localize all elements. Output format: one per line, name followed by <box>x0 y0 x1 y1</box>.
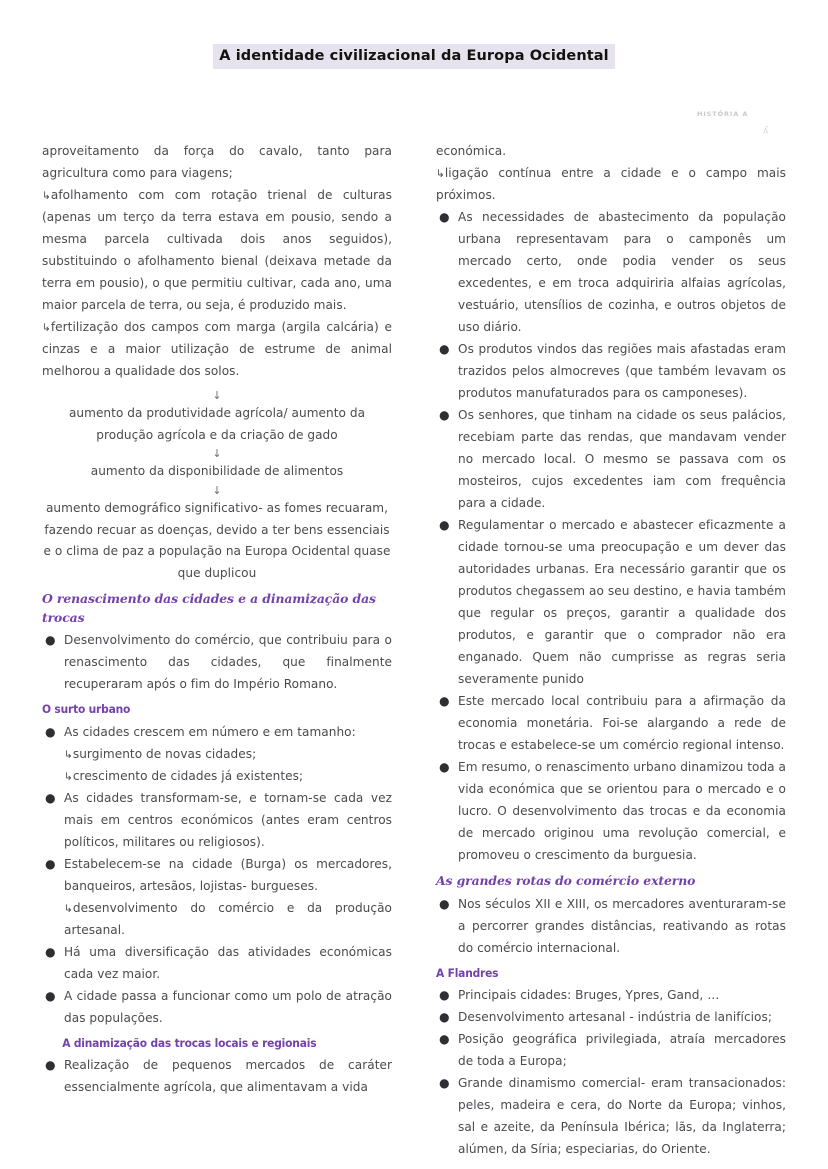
watermark-mark: ʎ <box>763 126 769 136</box>
bullet-icon: ● <box>45 989 56 1004</box>
sub-arrow-icon: ↳ <box>42 322 51 335</box>
flow-down-arrow-icon: ↓ <box>212 447 222 461</box>
page-title-container <box>0 44 828 69</box>
list-item <box>42 985 392 1029</box>
watermark-subject: HISTÓRIA A <box>697 110 749 118</box>
sub-arrow-icon: ↳ <box>42 190 51 202</box>
bullet-estabelecem: Estabelecem-se na cidade (Burga) os mercadores, banqueiros, artesãos, lojistas- burgueses. <box>64 856 392 893</box>
subline-crescimento <box>42 765 392 787</box>
bullet-produtos-afastados: Os produtos vindos das regiões mais afastadas eram trazidos pelos almocreves (que também levavam os produtos manufaturados para os camponeses). <box>458 342 786 401</box>
bullet-icon: ● <box>439 1032 450 1047</box>
list-item <box>436 514 786 690</box>
flow-diagram <box>42 390 392 584</box>
subline-fertilizacao <box>42 316 392 382</box>
list-item <box>436 893 786 959</box>
list-item <box>436 1028 786 1072</box>
list-item <box>436 404 786 514</box>
list-item <box>436 1006 786 1028</box>
subline-artesanal-text: desenvolvimento do comércio e da produção artesanal. <box>64 900 392 938</box>
flow-step-3: aumento demográfico significativo- as fomes recuaram, fazendo recuar as doenças, devido a ter bens essenciais e o clima de paz a população na Europa Ocidental quase que duplicou <box>43 501 391 580</box>
subline-artesanal <box>42 897 392 941</box>
flow-step-2: aumento da disponibilidade de alimentos <box>90 464 344 479</box>
heading-flandres: A Flandres <box>436 965 499 980</box>
bullet-dinamismo: Grande dinamismo comercial- eram transacionados: peles, madeira e cera, do Norte da Europa; vinhos, sal e azeite, da Península Ibérica; lãs, da Inglaterra; alúmen, da Síria; especiarias, do Oriente. <box>458 1076 786 1157</box>
heading-dinamizacao-trocas: A dinamização das trocas locais e regionais <box>62 1036 317 1051</box>
bullet-icon: ● <box>439 760 450 775</box>
subline-crescimento-text: crescimento de cidades já existentes; <box>72 768 304 783</box>
flow-down-arrow-icon: ↓ <box>212 389 222 403</box>
bullet-icon: ● <box>439 694 450 709</box>
subline-ligacao-text: ligação contínua entre a cidade e o campo mais próximos. <box>436 166 786 203</box>
heading-renascimento-cidades: O renascimento das cidades e a dinamização das trocas <box>42 591 376 625</box>
subline-surgimento <box>42 743 392 765</box>
bullet-desenvolvimento-comercio: Desenvolvimento do comércio, que contribuiu para o renascimento das cidades, que finalmente recuperaram após o fim do Império Romano. <box>64 633 392 692</box>
page-title: A identidade civilizacional da Europa Ocidental <box>213 44 615 69</box>
subline-afolhamento <box>42 184 392 316</box>
left-column <box>42 140 392 1150</box>
bullet-posicao: Posição geográfica privilegiada, atraía mercadores de toda a Europa; <box>458 1032 786 1069</box>
list-item <box>42 721 392 743</box>
list-item <box>42 629 392 695</box>
bullet-cidades-crescem: As cidades crescem em número e em tamanho: <box>64 724 356 739</box>
sub-arrow-icon: ↳ <box>64 902 73 915</box>
list-item <box>42 941 392 985</box>
bullet-diversificacao: Há uma diversificação das atividades económicas cada vez maior. <box>64 945 392 982</box>
heading-grandes-rotas: As grandes rotas do comércio externo <box>436 873 696 889</box>
list-item <box>436 338 786 404</box>
bullet-icon: ● <box>439 210 450 225</box>
bullet-polo-atracao: A cidade passa a funcionar como um polo de atração das populações. <box>64 989 392 1026</box>
bullet-icon: ● <box>45 945 56 960</box>
list-item <box>42 1054 392 1098</box>
paragraph-cavalo: aproveitamento da força do cavalo, tanto para agricultura como para viagens; <box>42 144 392 180</box>
sub-arrow-icon: ↳ <box>436 168 445 180</box>
bullet-icon: ● <box>439 342 450 357</box>
bullet-icon: ● <box>439 896 450 911</box>
list-item <box>436 690 786 756</box>
bullet-icon: ● <box>45 856 56 871</box>
bullet-em-resumo: Em resumo, o renascimento urbano dinamizou toda a vida económica que se orientou para o mercado e o lucro. O desenvolvimento das trocas e da economia de mercado originou uma revolução comercial, e promoveu o crescimento da burguesia. <box>458 760 786 863</box>
subline-surgimento-text: surgimento de novas cidades; <box>72 746 257 761</box>
flow-down-arrow-icon: ↓ <box>212 483 222 497</box>
bullet-mercado-local: Este mercado local contribuiu para a afirmação da economia monetária. Foi-se alargando a rede de trocas e estabelece-se um comércio regional intenso. <box>458 694 786 753</box>
two-column-body <box>0 140 828 1157</box>
bullet-icon: ● <box>439 1076 450 1091</box>
bullet-icon: ● <box>439 408 450 423</box>
bullet-senhores: Os senhores, que tinham na cidade os seus palácios, recebiam parte das rendas, que mandavam vender no mercado local. O mesmo se passava com os mosteiros, cujos excedentes iam com frequência para a cidade. <box>458 408 786 511</box>
bullet-artesanal: Desenvolvimento artesanal - indústria de lanifícios; <box>458 1010 772 1025</box>
list-item <box>436 756 786 866</box>
subline-afolhamento-text: afolhamento com com rotação trienal de culturas (apenas um terço da terra estava em pousio, sendo a mesma parcela cultivada dois anos seguidos), substituindo o afolhamento bienal (deixava metade da terra em pousio), o que permitiu cultivar, cada ano, uma maior parcela de terra, ou seja, é produzido mais. <box>42 188 392 313</box>
list-item <box>42 853 392 897</box>
heading-surto-urbano: O surto urbano <box>42 702 131 717</box>
subline-fertilizacao-text: fertilização dos campos com marga (argila calcária) e cinzas e a maior utilização de estrume de animal melhorou a qualidade dos solos. <box>42 320 392 379</box>
bullet-icon: ● <box>45 633 56 648</box>
bullet-principais-cidades: Principais cidades: Bruges, Ypres, Gand, … <box>458 988 720 1003</box>
right-column <box>436 140 786 1157</box>
sub-arrow-icon: ↳ <box>64 770 73 783</box>
list-item <box>436 1072 786 1160</box>
bullet-transformam: As cidades transformam-se, e tornam-se cada vez mais em centros económicos (antes eram centros políticos, militares ou religiosos). <box>64 790 392 849</box>
bullet-icon: ● <box>45 1058 56 1073</box>
bullet-necessidades: As necessidades de abastecimento da população urbana representavam para o camponês um mercado certo, onde podia vender os seus excedentes, e em troca adquiriria alfaias agrícolas, vestuário, utensílios de cozinha, e outros objetos de uso diário. <box>458 210 786 335</box>
bullet-seculos: Nos séculos XII e XIII, os mercadores aventuraram-se a percorrer grandes distâncias, reativando as rotas do comércio internacional. <box>458 896 786 955</box>
bullet-icon: ● <box>439 518 450 533</box>
bullet-icon: ● <box>45 790 56 805</box>
list-item <box>42 787 392 853</box>
subline-ligacao <box>436 162 786 206</box>
list-item <box>436 206 786 338</box>
bullet-icon: ● <box>439 1010 450 1025</box>
sub-arrow-icon: ↳ <box>64 748 73 761</box>
bullet-pequenos-mercados: Realização de pequenos mercados de caráter essencialmente agrícola, que alimentavam a vida <box>64 1058 392 1095</box>
flow-step-1: aumento da produtividade agrícola/ aumento da produção agrícola e da criação de gado <box>68 406 366 442</box>
paragraph-economica: económica. <box>436 144 507 158</box>
bullet-regulamentar: Regulamentar o mercado e abastecer eficazmente a cidade tornou-se uma preocupação e um dever das autoridades urbanas. Era necessário garantir que os produtos chegassem ao seu destino, e havia também que regular os preços, garantir a qualidade dos produtos, e garantir que o comprador não era enganado. Quem não cumprisse as regras seria severamente punido <box>458 518 786 687</box>
list-item <box>436 984 786 1006</box>
bullet-icon: ● <box>45 724 56 739</box>
bullet-icon: ● <box>439 988 450 1003</box>
